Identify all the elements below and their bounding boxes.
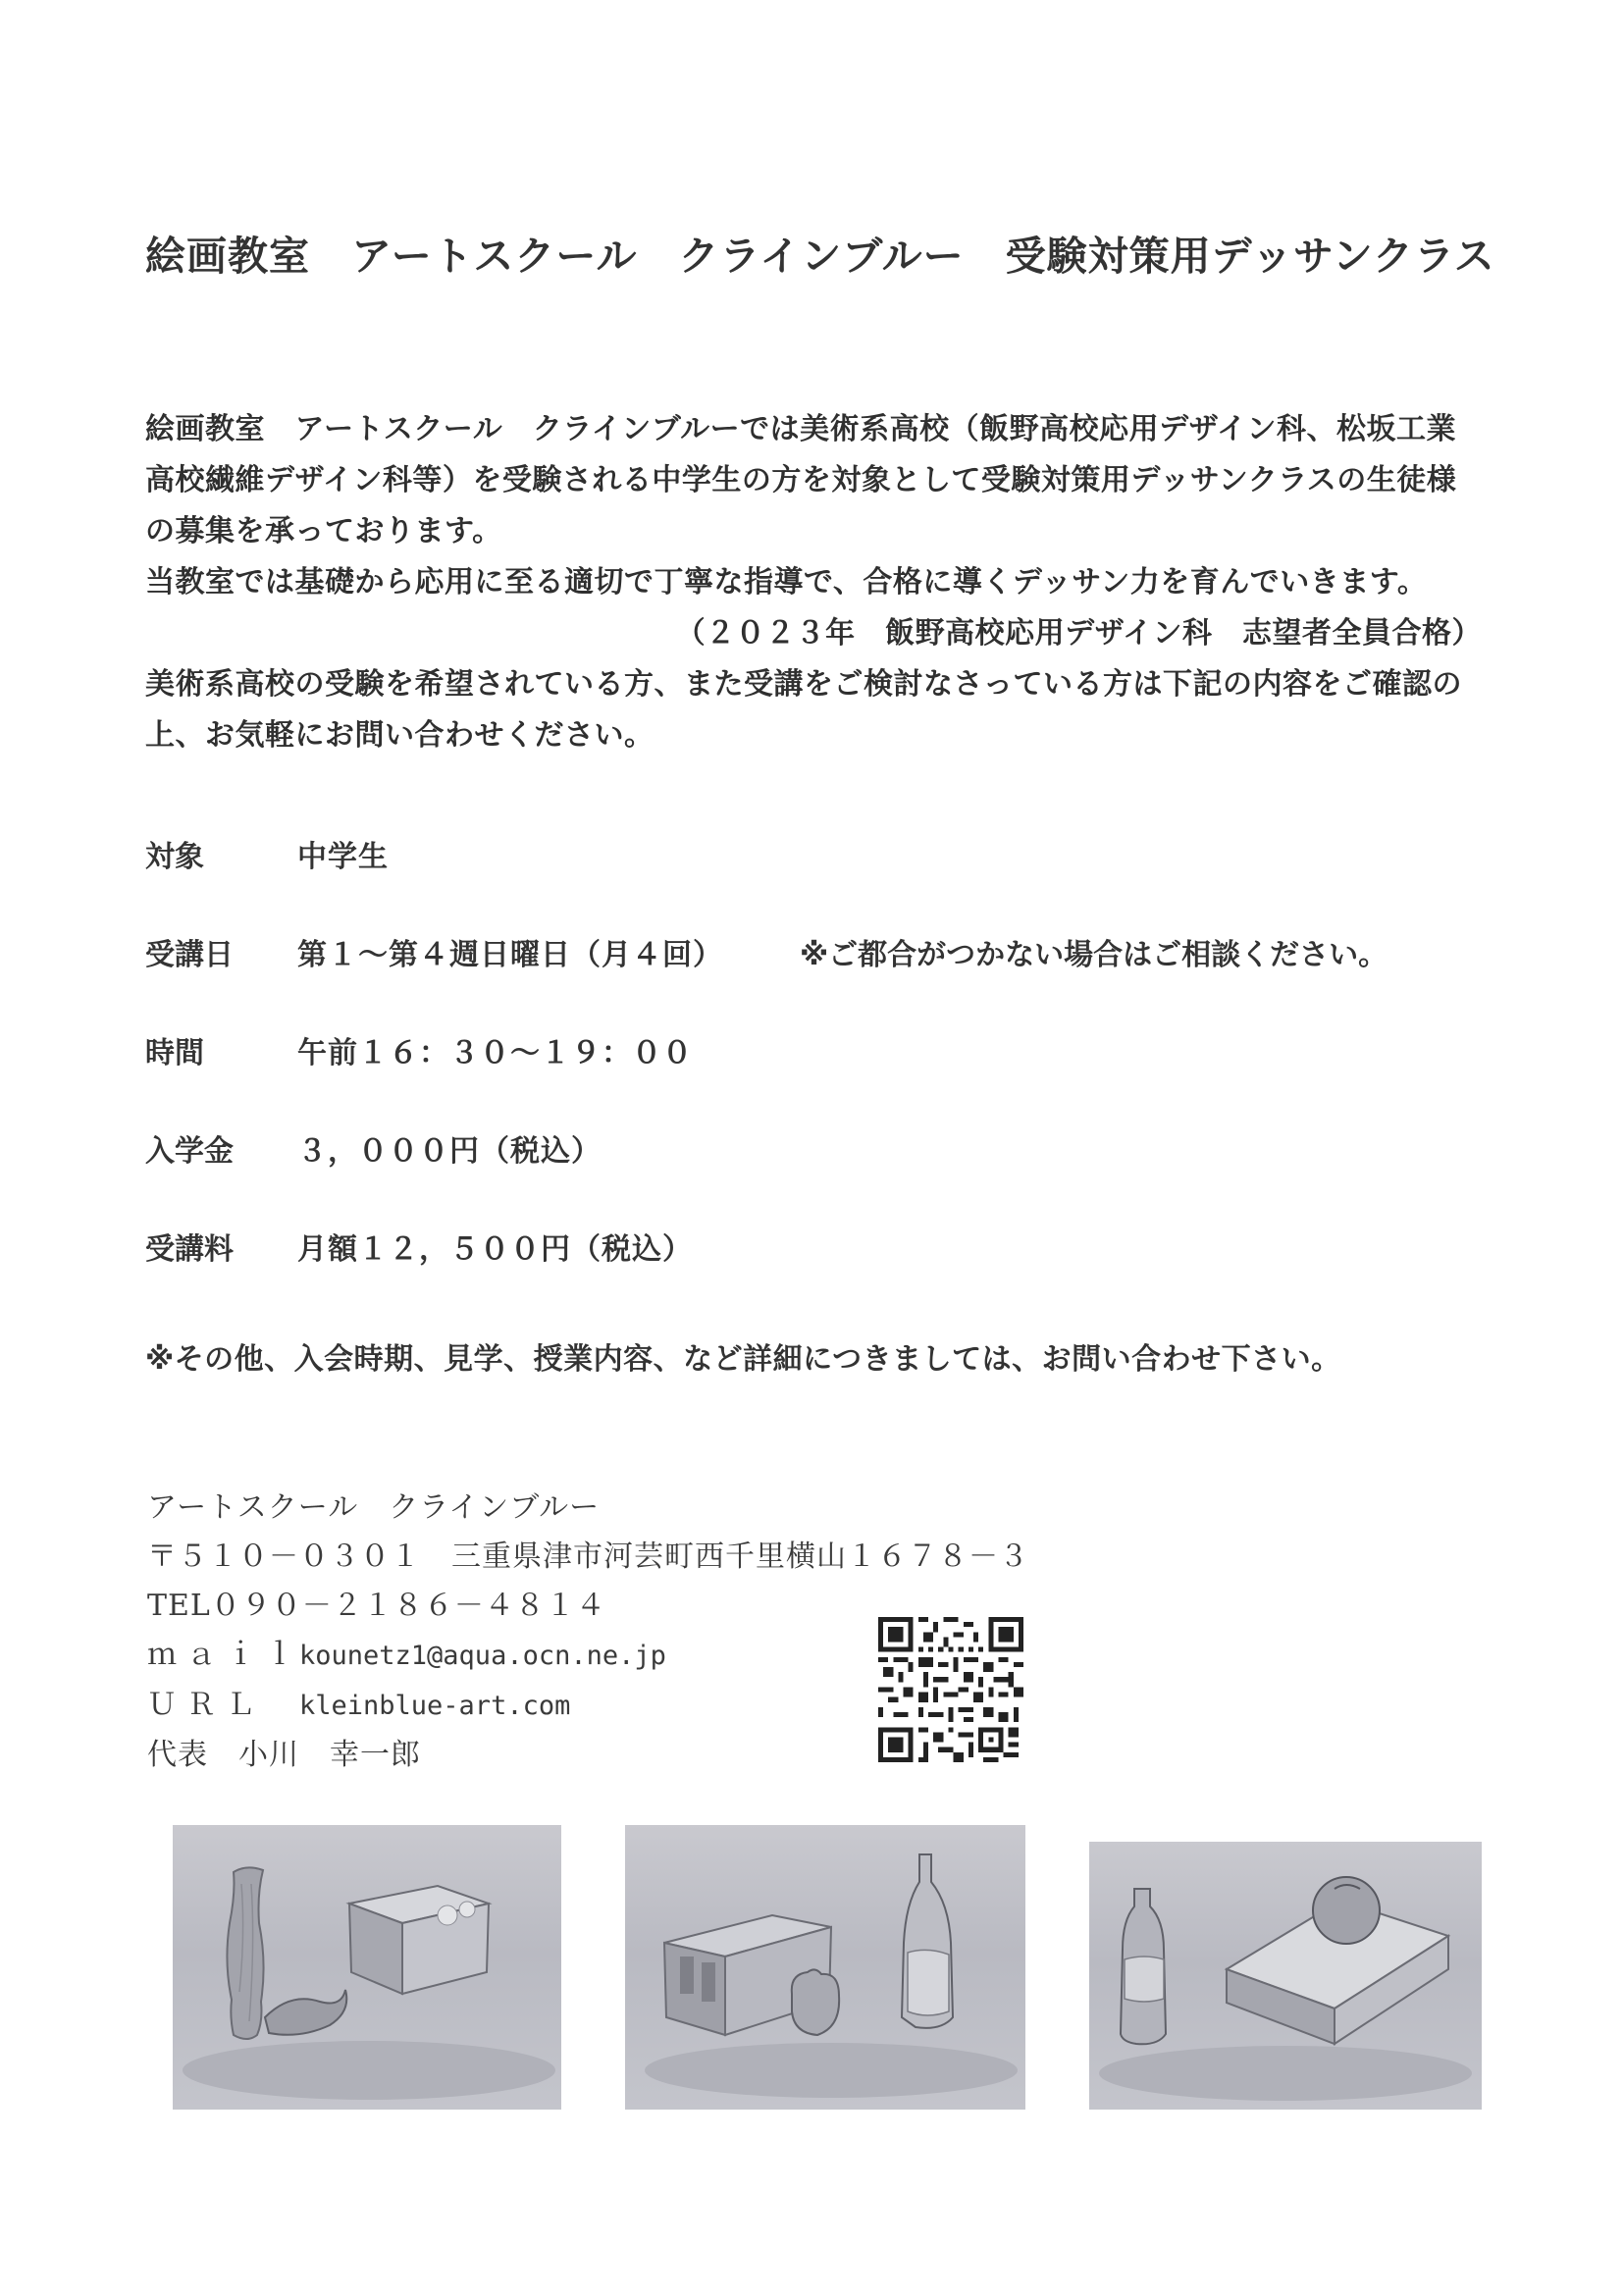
days-note: ※ご都合がつかない場合はご相談ください。 [800,938,1388,972]
achievement-note: （２０２３年 飯野高校応用デザイン科 志望者全員合格） [675,616,1482,651]
intro-line: 上、お気軽にお問い合わせください。 [145,718,654,753]
intro-line: 美術系高校の受験を希望されている方、また受講をご検討なさっている方は下記の内容をご確認の [145,667,1462,702]
detail-label: 対象 [145,840,204,874]
detail-value: 第１～第４週日曜日（月４回） [297,938,723,972]
detail-value: 月額１２，５００円（税込） [297,1232,693,1267]
mail-link[interactable]: kounetz1@aqua.ocn.ne.jp [299,1641,666,1671]
address: 〒５１０－０３０１ 三重県津市河芸町西千里横山１６７８－３ [147,1539,1029,1574]
detail-label: 受講料 [145,1232,234,1267]
intro-line: の募集を承っております。 [145,514,502,548]
mail-label: ｍａｉｌ [147,1638,304,1672]
detail-row-time [145,1032,1499,1130]
detail-label: 入学金 [145,1134,234,1169]
intro-section [145,404,1499,761]
detail-value: ３，０００円（税込） [297,1134,602,1169]
detail-value: 中学生 [297,840,389,874]
intro-line: 高校繊維デザイン科等）を受験される中学生の方を対象として受験対策用デッサンクラスの生徒様 [145,463,1457,497]
representative: 代表 小川 幸一郎 [147,1738,421,1772]
class-details [145,836,1499,1327]
page-title: 絵画教室 アートスクール クラインブルー 受験対策用デッサンクラス [145,233,1495,280]
detail-label: 時間 [145,1036,204,1070]
detail-row-admission [145,1130,1499,1228]
intro-line: 当教室では基礎から応用に至る適切で丁寧な指導で、合格に導くデッサン力を育んでいきます。 [145,565,1428,600]
url-link[interactable]: kleinblue-art.com [299,1691,571,1721]
phone: TEL０９０－２１８６－４８１４ [147,1589,606,1623]
other-note: ※その他、入会時期、見学、授業内容、など詳細につきましては、お問い合わせ下さい。 [145,1342,1341,1377]
sketch-image-block-pepper-bottle [625,1825,1025,2110]
intro-line: 絵画教室 アートスクール クラインブルーでは美術系高校（飯野高校応用デザイン科、松坂工業 [145,412,1456,446]
detail-row-tuition [145,1228,1499,1327]
detail-row-days [145,934,1499,1032]
sketch-image-vase-box-banana [173,1825,561,2110]
school-name: アートスクール クラインブルー [147,1490,601,1525]
detail-value: 午前１６：３０～１９：００ [297,1036,693,1070]
detail-row-target [145,836,1499,934]
qr-code-icon[interactable] [878,1617,1023,1762]
detail-label: 受講日 [145,938,234,972]
url-label: ＵＲＬ [147,1688,265,1722]
sketch-image-bottle-box-apple [1089,1842,1482,2110]
